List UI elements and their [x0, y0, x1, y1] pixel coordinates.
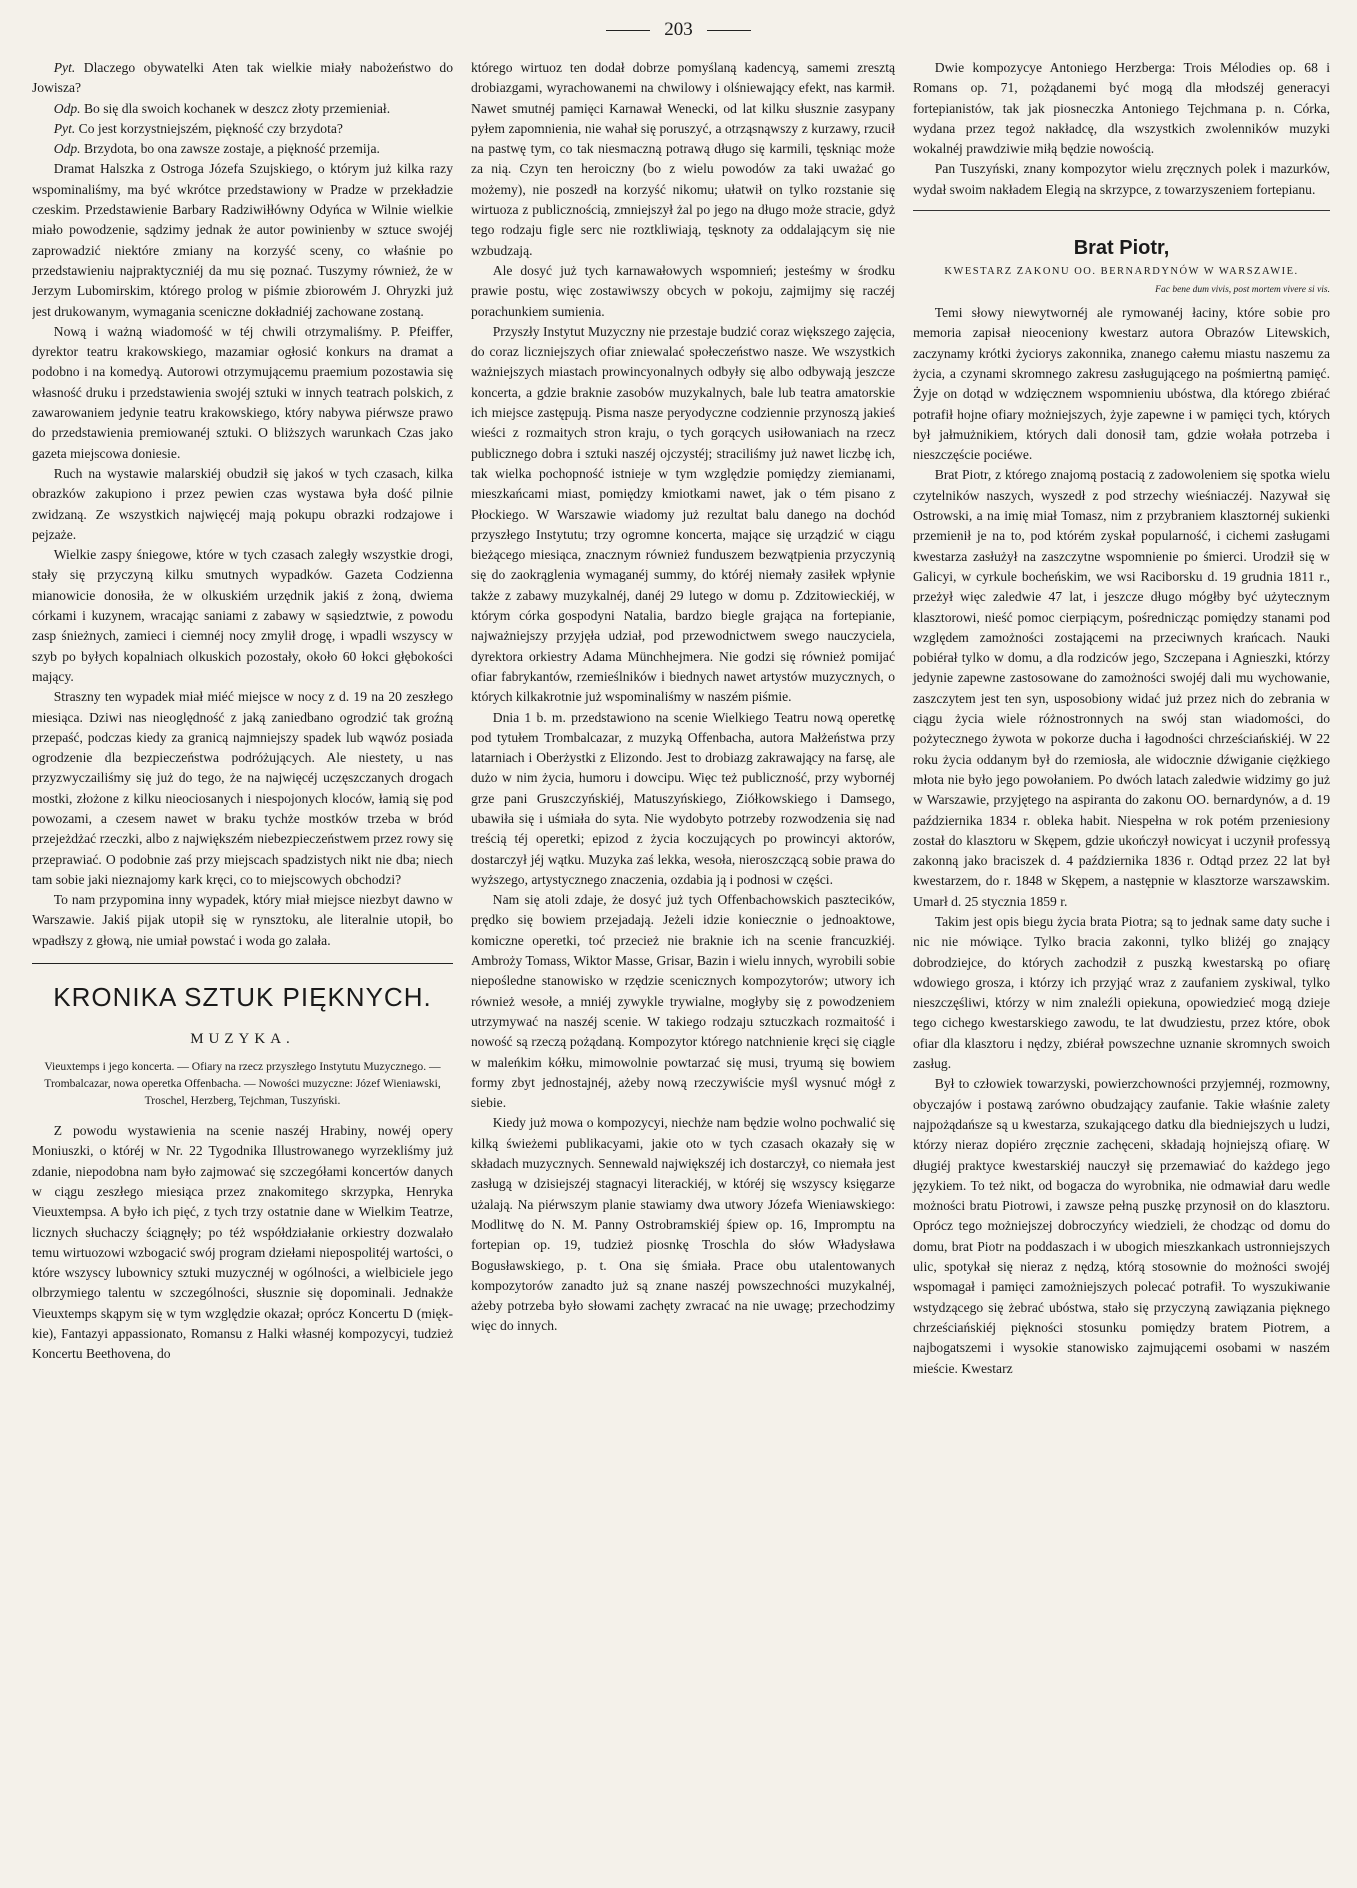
qa-answer: Odp. Bo się dla swoich kochanek w deszcz złoty przemieniał.: [53, 100, 391, 116]
section-summary: Vieuxtemps i jego koncerta. — Ofiary na rzecz przyszłego Instytutu Muzycznego. — Trombalcazar, nowa operetka Offenbacha. — Nowości muzyczne: Józef Wieniawski, Troschel, Herzberg, Tejchman, Tuszyński.: [44, 1060, 441, 1108]
paragraph: Był to człowiek towarzyski, powierzchowności przyjemnéj, rozmowny, obyczajów i postawą zarówno obudzający zaufanie. Takie właśnie zalety najpożądańsze są u kwestarza, szukającego datku dla biedniejszych u ludzi, którzy nieraz dopiéro zręcznie zachęceni, składają hojniejszą ofiarę. W długiéj praktyce kwestarskiéj nauczył się przemawiać do każdego jego językiem. To też nikt, od bogacza do wyrobnika, nie odmawiał daru wedle możności bratu Piotrowi, i zawsze pełną puszkę przynosił on do klasztoru. Oprócz tego możniejszej dobroczyńcy wiedzieli, że chodząc od domu do domu, brat Piotr na poddaszach i w ubogich mieszkankach ustronniejszych ulic, spotykał się nieraz z nędzą, którą stosownie do możności swojéj wspomagał i pamięci zamożniejszych polecać potrafił. To wyszukiwanie wstydzącego się żebrać ubóstwa, stało się przyczyną zawiązania pięknego chrześciańskiéj piękności stosunku pomiędzy bratem Piotrem, a najbogatszemi i wysokie stanowisko zajmującemi osobami w naszém mieście. Kwestarz: [913, 1076, 1330, 1376]
obituary-motto: Fac bene dum vivis, post mortem vivere si vis.: [1155, 285, 1330, 296]
obituary-subtitle: KWESTARZ ZAKONU OO. BERNARDYNÓW W WARSZAWIE.: [944, 266, 1299, 278]
paragraph: Brat Piotr, z którego znajomą postacią z zadowoleniem się spotka wielu czytelników naszych, wyszedł z pod strzechy wieśniaczéj. Nazywał się Ostrowski, a na imię miał Tomasz, nim z przybraniem klasztornéj sukienki przemienił je na to, pod którém zyskał popularność, i cichemi zasługami kwestarza zasłużył na zaszczytne wspomnienie po śmierci. Urodził się w Galicyi, w cyrkule bocheńskim, we wsi Raciborsku d. 19 grudnia 1811 r., przeżył więc zaledwie 47 lat, i jeszcze długo mógłby być użytecznym klasztorowi, nieść pomoc cierpiącym, pośrednicząc pomiędzy stanami pod względem zamożności zostającemi na przeciwnych krańcach. Nauki pobiérał tylko w domu, a dla rodziców jego, Szczepana i Agnieszki, którzy jedynie zapewne zastosowane do zamożności swojéj dali mu wychowanie, zaszczytem jest ten syn, usposobiony widać już przez nich do zebrania w ciągu życia wiele różnostronnych na swój stan wiadomości, do pożytecznego żywota w pokorze ducha i łagodności chrześciańskiéj. W 22 roku życia oddanym był do rzemiosła, ale widocznie dźwiganie ciężkiego młota nie było jego powołaniem. Po dwóch latach zaledwie widzimy go już w Warszawie, przyjętego na aspiranta do zakonu OO. bernardynów, a d. 19 października 1834 r. obleka habit. Niespełna w rok potém przeniesiony został do klasztoru w Skępem, gdzie ukończył nowicyat i uczynił professyą zakonną jako braciszek d. 4 października 1836 r. Odtąd przez 22 lat był kwestarzem, do r. 1848 w Skępem, a następnie w klasztorze warszawskim. Umarł d. 25 stycznia 1859 r.: [913, 467, 1330, 909]
qa-question: Pyt. Co jest korzystniejszém, piękność czy brzydota?: [53, 120, 343, 136]
page-header: [0, 16, 1357, 44]
paragraph: Nam się atoli zdaje, że dosyć już tych Offenbachowskich pasztecików, prędko się bowiem przejadają. Jeżeli idzie koniecznie o jednoaktowe, komiczne operetki, toć przecież nie braknie ich na scenie francuzkiéj. Ambroży Tomass, Wiktor Masse, Grisar, Bazin i wielu innych, wyrobili sobie niepośledne stanowisko w rzędzie scenicznych kompozytorów; utwory ich również wesołe, a mniéj zywykle trywialne, mogłyby się z powodzeniem utrzymywać na naszéj scenie. W takiego rodzaju sztuczkach rozmaitość i nowość są rzeczą pożądaną. Kompozytor którego natchnienie kręci się ciągle w maleńkim kółku, mimowolnie powtarzać się musi, tryumą się bowiem formy zbyt jednostajnéj, ażeby nową rzeczywiście myśl wysnuć mógł z siebie.: [471, 892, 895, 1111]
paragraph: Kiedy już mowa o kompozycyi, niechże nam będzie wolno pochwalić się kilką świeżemi publikacyami, jakie oto w tych czasach okazały się w składach muzycznych. Sennewald największéj ich dostarczył, co niemała jest zasługą w dzisiejszéj stagnacyi literackiéj, w któréj się wszyscy księgarze użalają. Na piérwszym planie stawiamy dwa utwory Józefa Wieniawskiego: Modlitwę do N. M. Panny Ostrobramskiéj śpiew op. 16, Impromptu na fortepian op. 19, tudzież piosnkę Troschla do słów Władysława Bogusławskiego, p. t. Ona się śmiała. Prace obu utalentowanych kompozytorów zanadto już są znane naszéj powszechności muzykalnéj, ażeby potrzeba było słowami zachęty zwracać na nie uwagę; przechodzimy więc do innych.: [471, 1115, 895, 1334]
obituary-title: Brat Piotr,: [1073, 237, 1170, 260]
paragraph: Nową i ważną wiadomość w téj chwili otrzymaliśmy. P. Pfeiffer, dyrektor teatru krakowskiego, mazamiar ogłosić konkurs na dramat a podobno i na komedyą. Autorowi otrzymującemu praemium pozostawia się własność druku i przedstawienia swojéj sztuki w innych teatrach polskich, z zawarowaniem jedynie teatru krakowskiego, który nabywa piérwsze prawo do przedstawienia premiowanéj sztuki. O bliższych warunkach Czas jako gazeta miejscowa doniesie.: [32, 323, 453, 461]
qa-answer: Odp. Brzydota, bo ona zawsze zostaje, a piękność przemija.: [53, 141, 380, 157]
paragraph: Ale dosyć już tych karnawałowych wspomnień; jesteśmy w środku prawie postu, więc zostawiwszy obcych w pokoju, zajmijmy się raczéj porachunkiem sumienia.: [471, 262, 895, 319]
page-number: 203: [664, 19, 693, 40]
paragraph: Takim jest opis biegu życia brata Piotra; są to jednak same daty suche i nic nie mówiące. Tylko bracia zakonni, tylko bliżéj go znający dobrodziejce, do których zachodził z puszką kwestarską po ofiarę wdowiego grosza, i którzy ich przyjąć wraz z zaufaniem zyskiwal, tylko nieszczęśliwi, którzy w nim znaleźli opiekuna, opowiedzieć mogą dzieje tego cichego kwestarskiego zawodu, te lat dwudziestu, przez które, obok ofiar dla klasztoru i nędzy, zbiérał powszechne uznanie skromnych swoich zasług.: [913, 913, 1330, 1072]
column-1: [32, 58, 453, 1876]
section-divider: [32, 963, 453, 964]
header-rule-left: [606, 30, 650, 31]
qa-question: Pyt. Dlaczego obywatelki Aten tak wielkie miały nabożeństwo do Jowisza?: [32, 60, 453, 96]
paragraph: Przyszły Instytut Muzyczny nie przestaje budzić coraz większego zajęcia, do coraz liczniejszych ofiar zniewalać społeczeństwo nasze. We wszystkich ważniejszych miastach prowincyonalnych odbyły się albo odbywają jeszcze koncerta, a gdzie braknie zasobów muzykalnych, bale lub teatra amatorskie ich miejsce zastępują. Pisma nasze peryodyczne codziennie przynoszą jakieś wieści z rozmaitych stron kraju, o tych gorących usiłowaniach na rzecz publicznego dobra i sztuki naszéj ojczystéj; straciliśmy już nawet liczbę ich, tak wielka pochopność istnieje w tym względzie pomiędzy ziemianami, mieszkańcami miast, pomiędzy kmiotkami nawet, jak o tém pisano z Płockiego. W Warszawie wiadomy już rezultat balu danego na dochód przyszłego Instytutu; trzy ogromne koncerta, mające się urządzić w ciągu bieżącego miesiąca, znacznym również funduszem bezwątpienia przyczynią się do zaokrąglenia wymaganéj summy, do któréj niemały zasiłek wpłynie także z zabawy muzykalnéj, danéj 29 lutego w domu p. Zdzitowieckiéj, w którym córka gospodyni Natalia, bardzo biegle grająca na fortepianie, najważniejszy przyjęła udział, pod przewodnictwem swego nauczyciela, dyrektora orkiestry Adama Münchhejmera. Nie godzi się również pomijać ofiar fabrykantów, rzemieślników i biednych nawet artystów muzycznych, o których kilkakrotnie już wspominaliśmy w naszém piśmie.: [471, 323, 895, 705]
text-columns: [32, 58, 1330, 1876]
section-subtitle: MUZYKA.: [190, 1031, 295, 1048]
paragraph: Temi słowy niewytwornéj ale rymowanéj łaciny, które sobie pro memoria zapisał nieoceniony kwestarz autora Obrazów Litewskich, zaczynamy krótki życiorys zakonnika, znanego całemu miastu naszemu za życia, a czynami skromnego zakresu zasługującego na pośmiertną pamięć. Żyje on dotąd w wdzięcznem wspomnieniu ubóstwa, dla którego zbiérać potrafił hojne ofiary możniejszych, żyje zapewne i w pamięci tych, których był jałmużnikiem, których dali donosił tam, gdzie wołała potrzeba i nieszczęście pociéwe.: [913, 305, 1330, 463]
paragraph: Z powodu wystawienia na scenie naszéj Hrabiny, nowéj opery Moniuszki, o któréj w Nr. 22 Tygodnika Illustrowanego wyrzekliśmy już zdanie, niepodobna nam było zajmować się szczegółami koncertów danych w ciągu zeszłego miesiąca przez znakomitego skrzypka, Henryka Vieuxtempsa. A było ich pięć, z tych trzy ostatnie dane w Wielkim Teatrze, licznych słuchaczy ściągnęły; po téż współdziałanie orkiestry dozwalało temu wirtuozowi wzbogacić swój program dziełami niepospolitéj wartości, o które wszyscy lubownicy sztuki muzycznéj w ogólności, a wielbiciele jego olbrzymiego talentu w szczególności, słusznie się dopominali. Jednakże Vieuxtemps skąpym się w tym względzie okazał; oprócz Koncertu D (mięk-kie), Fantazyi appassionato, Romansu z Halki własnéj kompozycyi, tudzież Koncertu Beethovena, do: [32, 1123, 453, 1362]
paragraph: Straszny ten wypadek miał miéć miejsce w nocy z d. 19 na 20 zeszłego miesiąca. Dziwi nas nieoględność z jaką zaniedbano ogrodzić tak groźną przepaść, podczas kiedy za granicą najmniejszy spadek lub wąwóz posiada ogrodzenie dla bezpieczeństwa podróżujących. Ale niestety, u nas przyzwyczailiśmy się już do tego, że na najwięcéj uczęszczanych drogach mostki, złożone z kilku nieociosanych i niespojonych kloców, łamią się pod powozami, a czesem nawet w braku tychże mostków trzeba w bród przejeżdżać rzeczki, albo z największém niebezpieczeństwem przez rowy się przeprawiać. O podobnie zaś przy miejscach spadzistych nikt nie dba; niech tam sobie jaki nieznajomy kark kręci, co to miejscowych obchodzi?: [32, 689, 453, 887]
column-3: [909, 58, 1330, 1876]
paragraph: którego wirtuoz ten dodał dobrze pomyślaną kadencyą, samemi zresztą drobiazgami, wyrachowanemi na chwilowy i olśniewający efekt, nas karmił. Nawet smutnéj pamięci Karnawał Wenecki, od lat kilku słusznie zasypany pyłem zapomnienia, nie wahał się poruszyć, a otrząsnąwszy z kurzawy, rzucił na pastwę tym, co tak niesmaczną potrawą długo się karmili, tęskniąc może za nią. Czyn ten heroiczny (bo z wielu powodów za taki uważać go możemy), nie poszedł na korzyść nikomu; ułatwił on tylko rozstanie się wirtuoza z publicznością, zmniejszył żal po jego na długo może stracie, gdyż tego rodzaju figle serc nie roztkliwiają, tęsknoty za oddalającym się nie wzbudzają.: [471, 60, 895, 258]
column-2: [467, 58, 895, 1876]
paragraph: Dnia 1 b. m. przedstawiono na scenie Wielkiego Teatru nową operetkę pod tytułem Trombalcazar, z muzyką Offenbacha, autora Małżeństwa przy latarniach i Oberżystki z Elizondo. Jest to drobiazg zakrawający na farsę, ale dużo w nim życia, humoru i dowcipu. Więc też publiczność, przy wybornéj grze pani Gruszczyńskiéj, Matuszyńskiego, Ziółkowskiego i Damsego, ubawiła się i uśmiała do syta. Nie wydobyto potrzeby rozwodzenia się nad treścią téj operetki; epizod z życia koczujących po prowincyi aktorów, dostarczył jéj wątku. Muzyka zaś lekka, wesoła, nieroszczącą sobie prawa do wyższego, artystycznego znaczenia, ozdabia ją i podnosi w części.: [471, 709, 895, 887]
section-divider: [913, 210, 1330, 211]
paragraph: To nam przypomina inny wypadek, który miał miejsce niezbyt dawno w Warszawie. Jakiś pijak utopił się w rynsztoku, ale literalnie utopił, bo wpadłszy z głową, nie umiał powstać i woda go zalała.: [32, 892, 453, 948]
header-rule-right: [707, 30, 751, 31]
section-title: KRONIKA SZTUK PIĘKNYCH.: [53, 982, 432, 1013]
paragraph: Dwie kompozycye Antoniego Herzberga: Trois Mélodies op. 68 i Romans op. 71, pożądanemi być mogą dla młodszéj generacyi fortepianistów, tak jak piosneczka Antoniego Tejchmana p. n. Córka, wydana przez tegoż nakładcę, dla wszystkich zwolenników muzyki wokalnéj prawdziwie miłą będzie nowością.: [913, 60, 1330, 157]
paragraph: Ruch na wystawie malarskiéj obudził się jakoś w tych czasach, kilka obrazków zakupiono i przez pewien czas wystawa była dość pilnie zwidzaną. Ze wszystkich najwięcéj mają pokupu obrazki rodzajowe i pejzaże.: [32, 465, 453, 542]
paragraph: Pan Tuszyński, znany kompozytor wielu zręcznych polek i mazurków, wydał swoim nakładem Elegią na skrzypce, z towarzyszeniem fortepianu.: [913, 161, 1330, 197]
paragraph: Wielkie zaspy śniegowe, które w tych czasach zaległy wszystkie drogi, stały się przyczyną kilku smutnych wypadków. Gazeta Codzienna mianowicie donosiła, że w olkuskiém urzędnik jakiś z żoną, dwiema córkami i kuzynem, wracając saniami z zabawy w sąsiedztwie, z powodu zasp śnieżnych, zamieci i ciemnéj nocy zmylił drogę, i wpadli wszyscy w szyb po byłych kopalniach olkuskich pozostały, około 60 łokci głębokości mający.: [32, 547, 453, 684]
paragraph: Dramat Halszka z Ostroga Józefa Szujskiego, o którym już kilka razy wspominaliśmy, ma być wkrótce przedstawiony w Pradze w przekładzie czeskim. Przedstawienie Barbary Radziwiłłówny Odyńca w Wilnie wielkie miało powodzenie, sądzimy jednak że autor powinienby w sztuce swojéj zaprowadzić niektóre zmiany na korzyść sceny, co właśnie po przedstawieniu najpraktyczniéj da mu się poznać. Tuszymy również, że w Jerzym Lubomirskim, którego prolog w piśmie zbiorowém J. Ohryzki już jest drukowanym, wymagania sceniczne dokładniéj zachowane zostaną.: [32, 161, 453, 319]
